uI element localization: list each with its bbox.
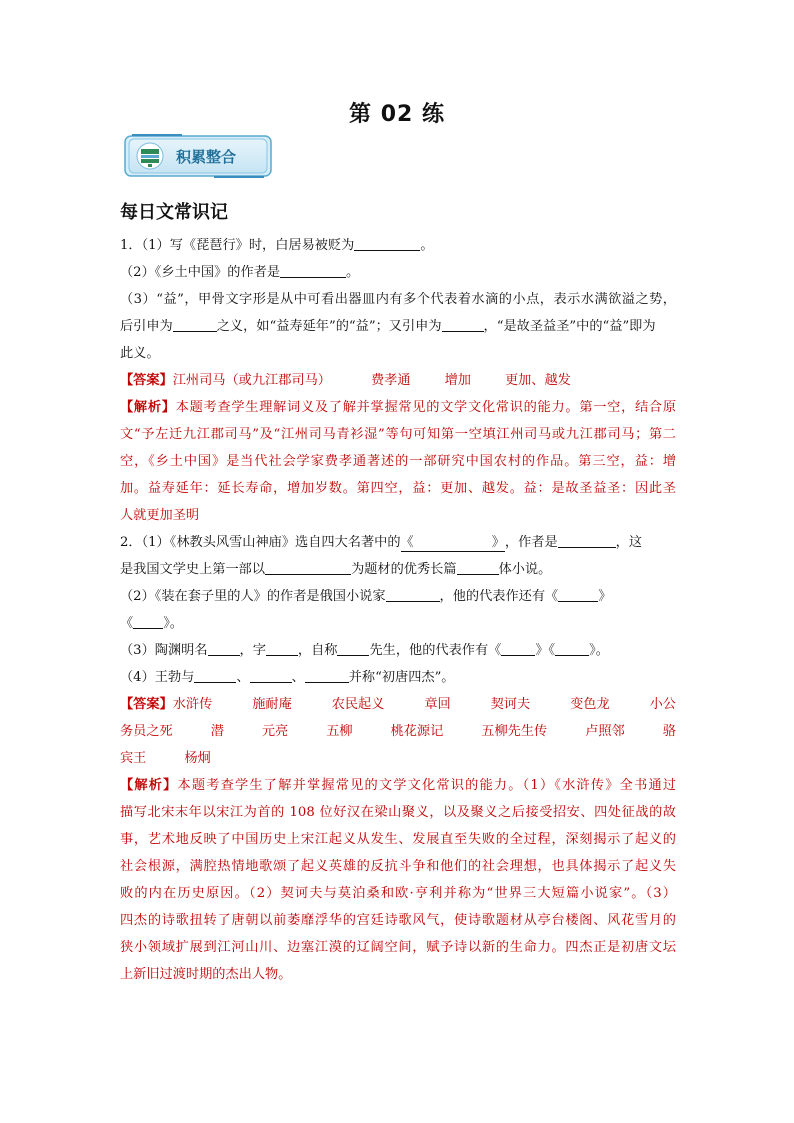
- section-badge: [122, 131, 274, 181]
- page-title: 第 02 练: [349, 102, 445, 127]
- q1-answer: 【答案】江州司马（或九江郡司马） 费孝通 增加 更加、越发: [120, 373, 571, 388]
- analysis-tag: 【解析】: [120, 778, 178, 793]
- q2-part2-line2: 《 》。: [120, 610, 676, 637]
- q1-part2: （2）《乡土中国》的作者是 。: [120, 259, 676, 286]
- q2-analysis: 【解析】本题考查学生了解并掌握常见的文学文化常识的能力。（1）《水浒传》全书通过 描写北宋末年以宋江为首的 108 位好汉在梁山聚义，以及聚义之后接受招安、四处征战的故 事，艺术地反映了中国历史上宋江起义从发生、发展直至失败的全过程，深刻揭示了起义的 社会根源，满腔热情地歌颂了起义英雄的反抗斗争和他们的社会理想，也具体揭示了起义失 败的内在历史原因。（2）契诃夫与莫泊桑和欧·亨利并称为“世界三大短篇小说家”。（3） 四杰的诗歌扭转了唐朝以前萎靡浮华的宫廷诗歌风气，使诗歌题材从亭台楼阁、风花雪月的 狭小领域扩展到江河山川、边塞江漠的辽阔空间，赋予诗以新的生命力。四杰正是初唐文坛 上新旧过渡时期的杰出人物。: [120, 778, 677, 982]
- q2-part1-line2: 是我国文学史上第一部以 为题材的优秀长篇 体小说。: [120, 556, 676, 583]
- question-content: [120, 232, 676, 988]
- q1-part1: 1．（1）写《琵琶行》时，白居易被贬为 。: [120, 232, 676, 259]
- q1-part3-line1: （3）“益”，甲骨文字形是从中可看出器皿内有多个代表着水滴的小点，表示水满欲溢之势，: [120, 292, 676, 307]
- q2-part3: （3）陶渊明名 ，字 ，自称 先生，他的代表作有《 》《 》。: [120, 637, 676, 664]
- answer-tag: 【答案】: [120, 373, 173, 388]
- q2-answer-line3: 宾王 杨炯: [120, 751, 211, 766]
- q2-part4: （4）王勃与 、 、 并称“初唐四杰”。: [120, 664, 676, 691]
- answer-tag: 【答案】: [120, 697, 173, 712]
- q2-part1: 2．（1）《林教头风雪山神庙》选自四大名著中的《 》，作者是 ，这: [120, 529, 676, 556]
- q1-part3-line3: 此义。: [120, 346, 160, 361]
- analysis-tag: 【解析】: [120, 400, 176, 415]
- badge-label: 积累整合: [176, 148, 237, 166]
- q1-analysis: 【解析】本题考查学生理解词义及了解并掌握常见的文学文化常识的能力。第一空，结合原 文“予左迁九江郡司马”及“江州司马青衫湿”等句可知第一空填江州司马或九江郡司马；第二 空，《乡土中国》是当代社会学家费孝通著述的一部研究中国农村的作品。第三空，益：增 加。益寿延年：延长寿命，增加岁数。第四空，益：更加、越发。益：是故圣益圣：因此圣 人就更加圣明: [120, 400, 677, 523]
- book-icon: [137, 143, 163, 169]
- q2-part2: （2）《装在套子里的人》的作者是俄国小说家 ，他的代表作还有《 》: [120, 583, 676, 610]
- q1-part3-line2: 后引申为 之义，如“益寿延年”的“益”；又引申为 ，“是故圣益圣”中的“益”即为: [120, 313, 676, 340]
- section-heading: 每日文常识记: [120, 202, 228, 223]
- q2-answer-line1: 【答案】水浒传 施耐庵 农民起义 章回 契诃夫 变色龙 小公: [120, 697, 676, 712]
- q2-answer-line2: 务员之死 潜 元亮 五柳 桃花源记 五柳先生传 卢照邻 骆: [120, 724, 676, 739]
